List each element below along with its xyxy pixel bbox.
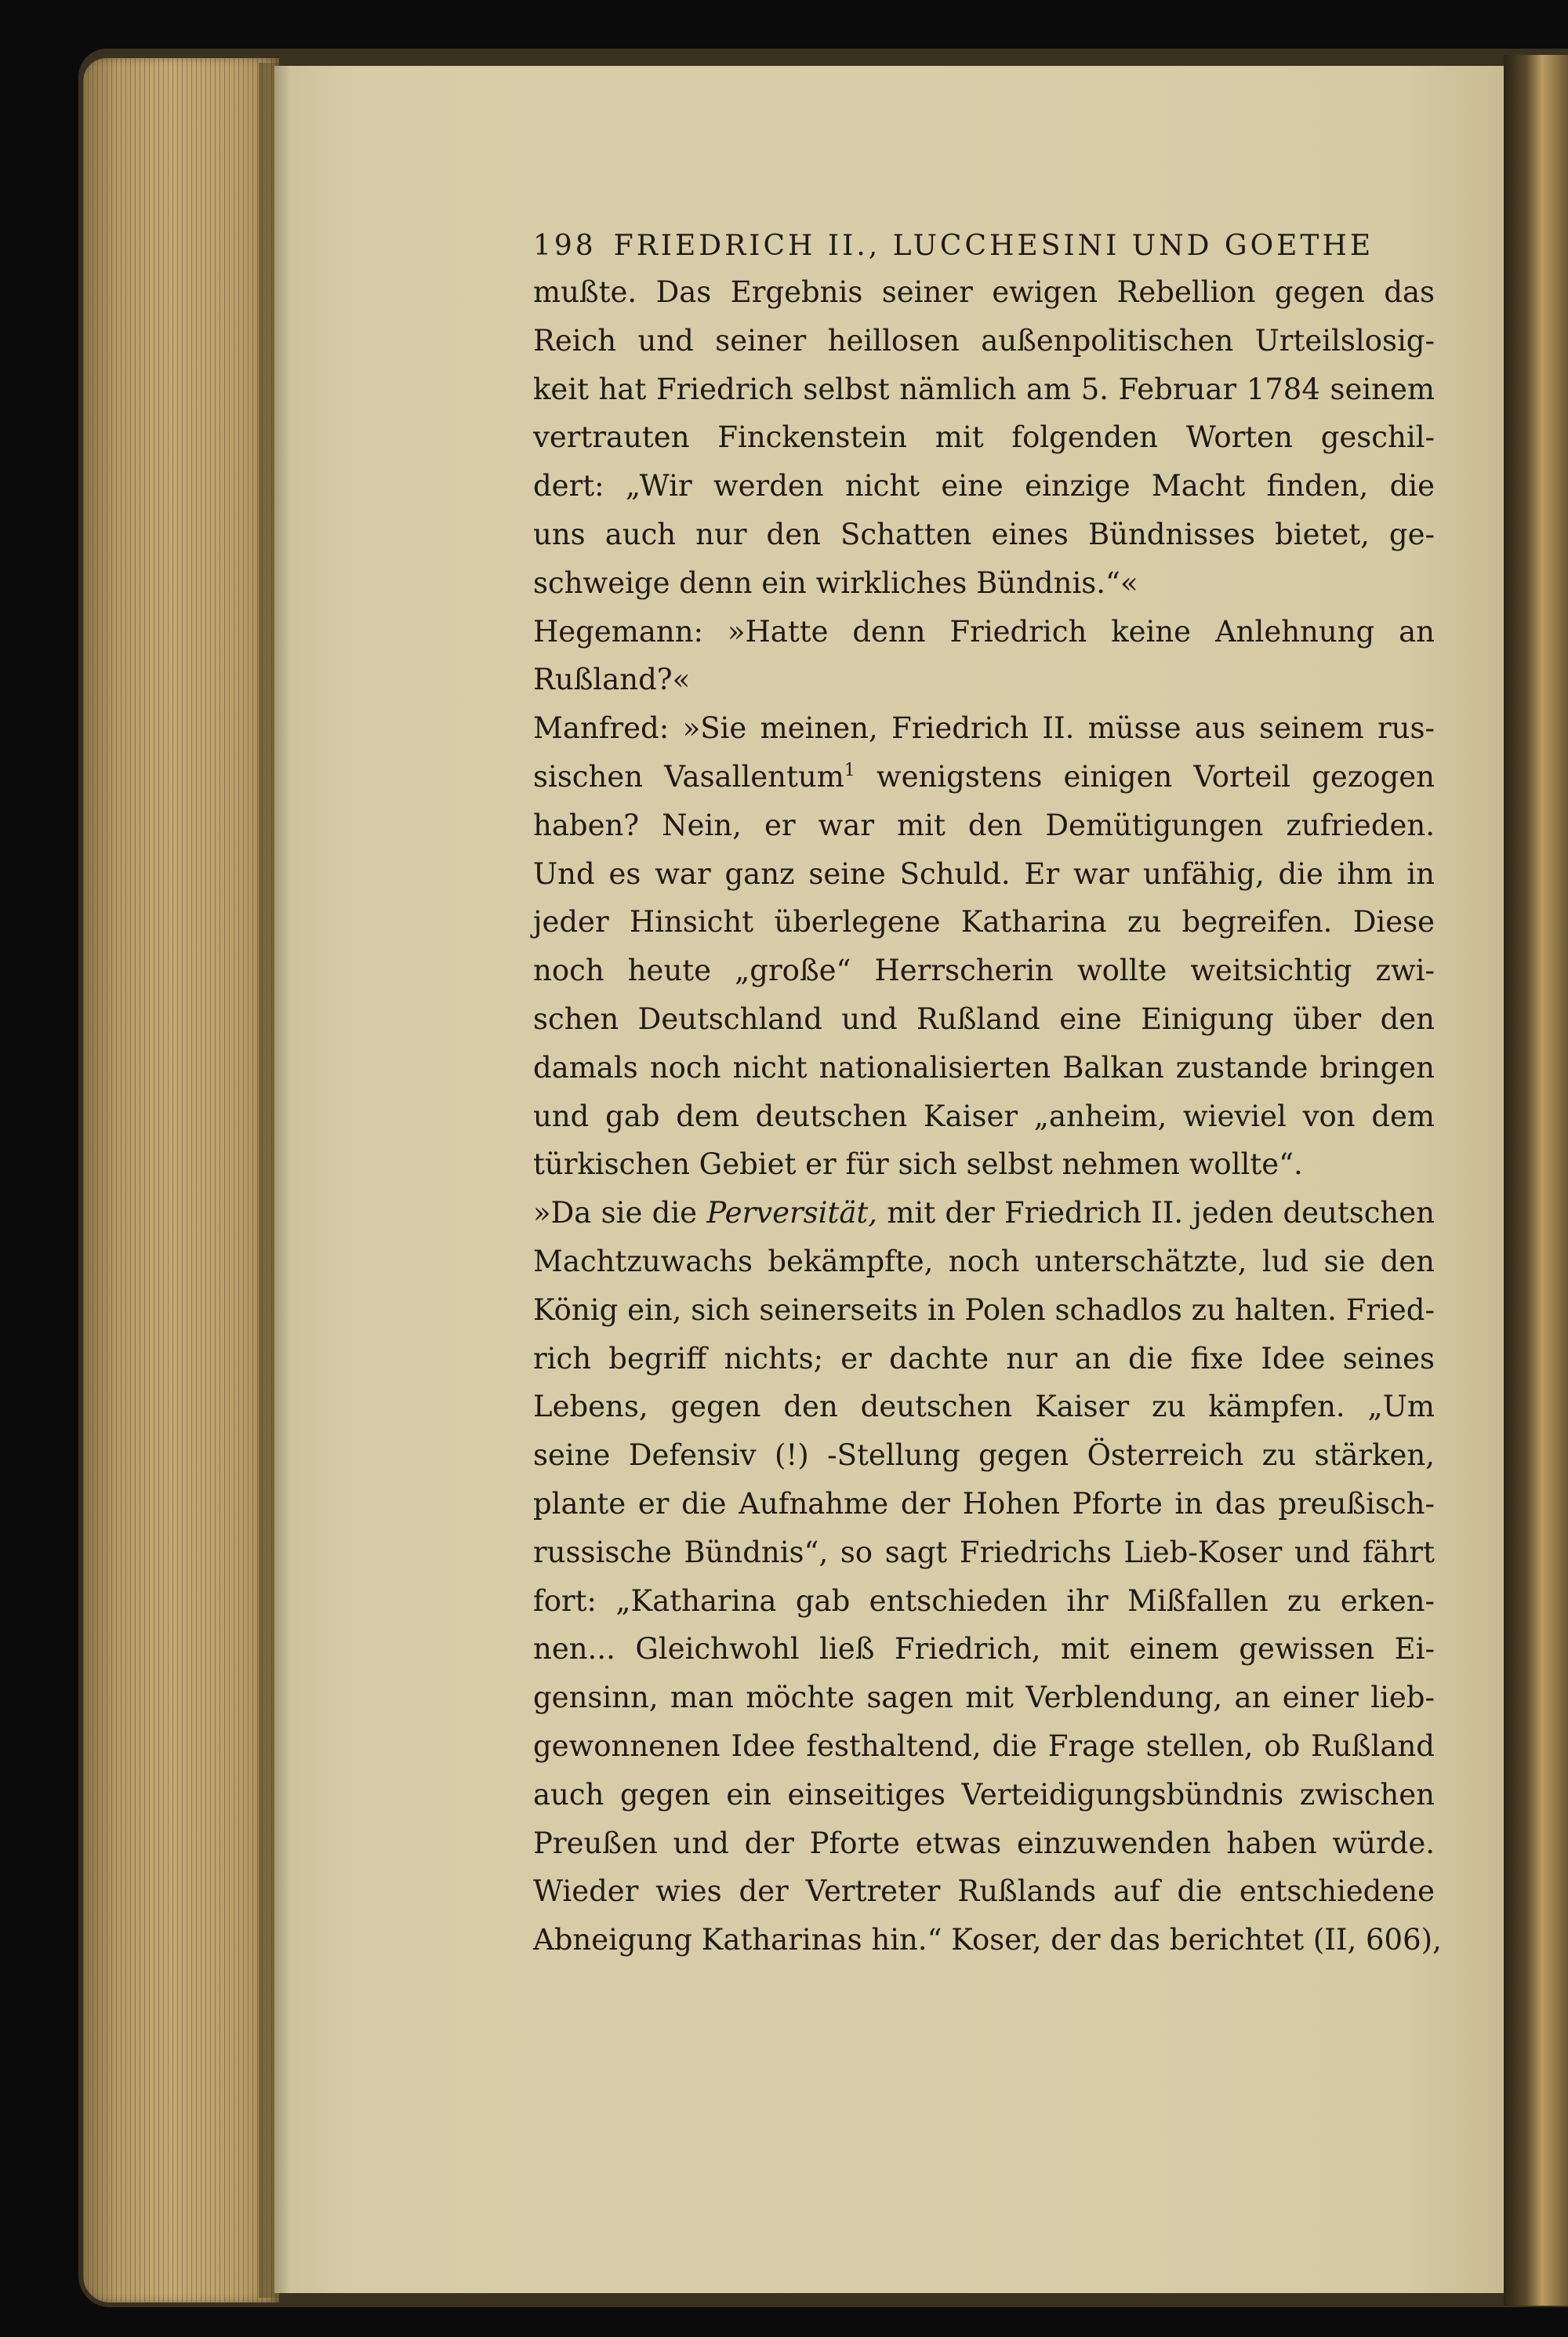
text-line <box>533 608 1435 656</box>
text-line <box>533 1867 1435 1916</box>
text-line-content: plante er die Aufnahme der Hohen Pforte in das preußisch- <box>533 1486 1435 1521</box>
text-line-end: mit der Friedrich II. jeden deutschen <box>877 1196 1435 1230</box>
text-line <box>533 801 1435 850</box>
text-line-content: rich begriff nichts; er dachte nur an die fixe Idee seines <box>533 1341 1435 1376</box>
text-line <box>533 1189 1435 1238</box>
text-line-start: sischen Vasallentum <box>533 759 844 794</box>
text-line <box>533 1286 1435 1335</box>
running-head <box>533 224 1435 268</box>
text-line-content: Wieder wies der Vertreter Rußlands auf die entschiedene <box>533 1874 1435 1909</box>
text-line <box>533 1140 1435 1189</box>
text-line-content: mußte. Das Ergebnis seiner ewigen Rebellion gegen das <box>533 275 1435 309</box>
text-line <box>533 268 1435 317</box>
text-line-content: vertrauten Finckenstein mit folgenden Worten geschil- <box>533 420 1435 455</box>
text-line-content: seine Defensiv (!) -Stellung gegen Österreich zu stärken, <box>533 1438 1435 1473</box>
text-line-content: Und es war ganz seine Schuld. Er war unfähig, die ihm in <box>533 856 1435 891</box>
text-line <box>533 1819 1435 1868</box>
text-line <box>533 365 1435 414</box>
text-line <box>533 1528 1435 1577</box>
text-line-content: nen... Gleichwohl ließ Friedrich, mit einem gewissen Ei- <box>533 1632 1435 1666</box>
text-line-content: uns auch nur den Schatten eines Bündnisses bietet, ge- <box>533 517 1435 551</box>
text-line-content: haben? Nein, er war mit den Demütigungen zufrieden. <box>533 808 1435 842</box>
text-line <box>533 1480 1435 1528</box>
text-line <box>533 1674 1435 1722</box>
text-line-content: schweige denn ein wirkliches Bündnis.“« <box>533 565 1138 600</box>
text-line-content: gewonnenen Idee festhaltend, die Frage stellen, ob Rußland <box>533 1728 1435 1763</box>
text-line <box>533 1238 1435 1286</box>
text-line <box>533 511 1435 559</box>
italic-emphasis: Perversität, <box>706 1196 878 1230</box>
text-line <box>533 413 1435 462</box>
text-line <box>533 1092 1435 1141</box>
text-line-content: Manfred: »Sie meinen, Friedrich II. müsse aus seinem rus- <box>533 711 1435 746</box>
text-line <box>533 317 1435 365</box>
text-line <box>533 656 1435 704</box>
text-line-start: »Da sie die <box>533 1196 707 1230</box>
text-line <box>533 1431 1435 1480</box>
text-line <box>533 1335 1435 1383</box>
text-line-end: wenigstens einigen Vorteil gezogen <box>855 759 1435 794</box>
page-number: 198 <box>533 230 597 262</box>
text-line-content: Abneigung Katharinas hin.“ Koser, der das berichtet (II, 606), <box>533 1923 1442 1957</box>
text-line-content: auch gegen ein einseitiges Verteidigungsbündnis zwischen <box>533 1777 1435 1812</box>
text-line-content: Machtzuwachs bekämpfte, noch unterschätzte, lud sie den <box>533 1244 1435 1278</box>
text-line-content: schen Deutschland und Rußland eine Einigung über den <box>533 1001 1435 1036</box>
text-line <box>533 1044 1435 1092</box>
text-line-content: gensinn, man möchte sagen mit Verblendung, an einer lieb- <box>533 1681 1435 1715</box>
text-line-content: noch heute „große“ Herrscherin wollte weitsichtig zwi- <box>533 954 1435 988</box>
text-line <box>533 898 1435 947</box>
text-line <box>533 1771 1435 1819</box>
text-line <box>533 947 1435 995</box>
body-text <box>533 268 1442 1964</box>
text-line-content: Hegemann: »Hatte denn Friedrich keine Anlehnung an <box>533 614 1435 649</box>
text-line <box>533 850 1435 899</box>
text-line-content: Lebens, gegen den deutschen Kaiser zu kämpfen. „Um <box>533 1390 1435 1424</box>
page-edges <box>83 58 279 2302</box>
text-line <box>533 704 1435 753</box>
page-text-block <box>533 224 1442 1964</box>
text-line-content: keit hat Friedrich selbst nämlich am 5. Februar 1784 seinem <box>533 372 1435 406</box>
running-head-title: FRIEDRICH II., LUCCHESINI UND GOETHE <box>613 230 1374 262</box>
text-line-content: König ein, sich seinerseits in Polen schadlos zu halten. Fried- <box>533 1292 1435 1327</box>
adjacent-volume-edge <box>1504 55 1568 2306</box>
text-line-content: Reich und seiner heillosen außenpolitischen Urteilslosig- <box>533 323 1435 358</box>
text-line <box>533 995 1435 1044</box>
text-line-content: türkischen Gebiet er für sich selbst nehmen wollte“. <box>533 1147 1303 1182</box>
text-line <box>533 462 1435 511</box>
text-line-content: jeder Hinsicht überlegene Katharina zu begreifen. Diese <box>533 905 1435 940</box>
text-line-content: fort: „Katharina gab entschieden ihr Mißfallen zu erken- <box>533 1583 1435 1618</box>
text-line-content: damals noch nicht nationalisierten Balkan zustande bringen <box>533 1050 1435 1085</box>
text-line <box>533 559 1435 608</box>
text-line-content: russische Bündnis“, so sagt Friedrichs Lieb-Koser und fährt <box>533 1535 1435 1569</box>
text-line <box>533 1577 1435 1626</box>
footnote-marker: 1 <box>844 760 855 780</box>
text-line <box>533 1383 1435 1431</box>
text-line <box>533 1625 1435 1674</box>
text-line <box>533 1722 1435 1771</box>
gutter-shadow <box>259 63 290 2298</box>
text-line <box>533 1916 1442 1964</box>
text-line-content: dert: „Wir werden nicht eine einzige Macht finden, die <box>533 469 1435 503</box>
text-line-content: Rußland?« <box>533 663 691 697</box>
text-line <box>533 753 1435 801</box>
text-line-content: und gab dem deutschen Kaiser „anheim, wieviel von dem <box>533 1099 1435 1133</box>
text-line-content: Preußen und der Pforte etwas einzuwenden haben würde. <box>533 1826 1435 1860</box>
